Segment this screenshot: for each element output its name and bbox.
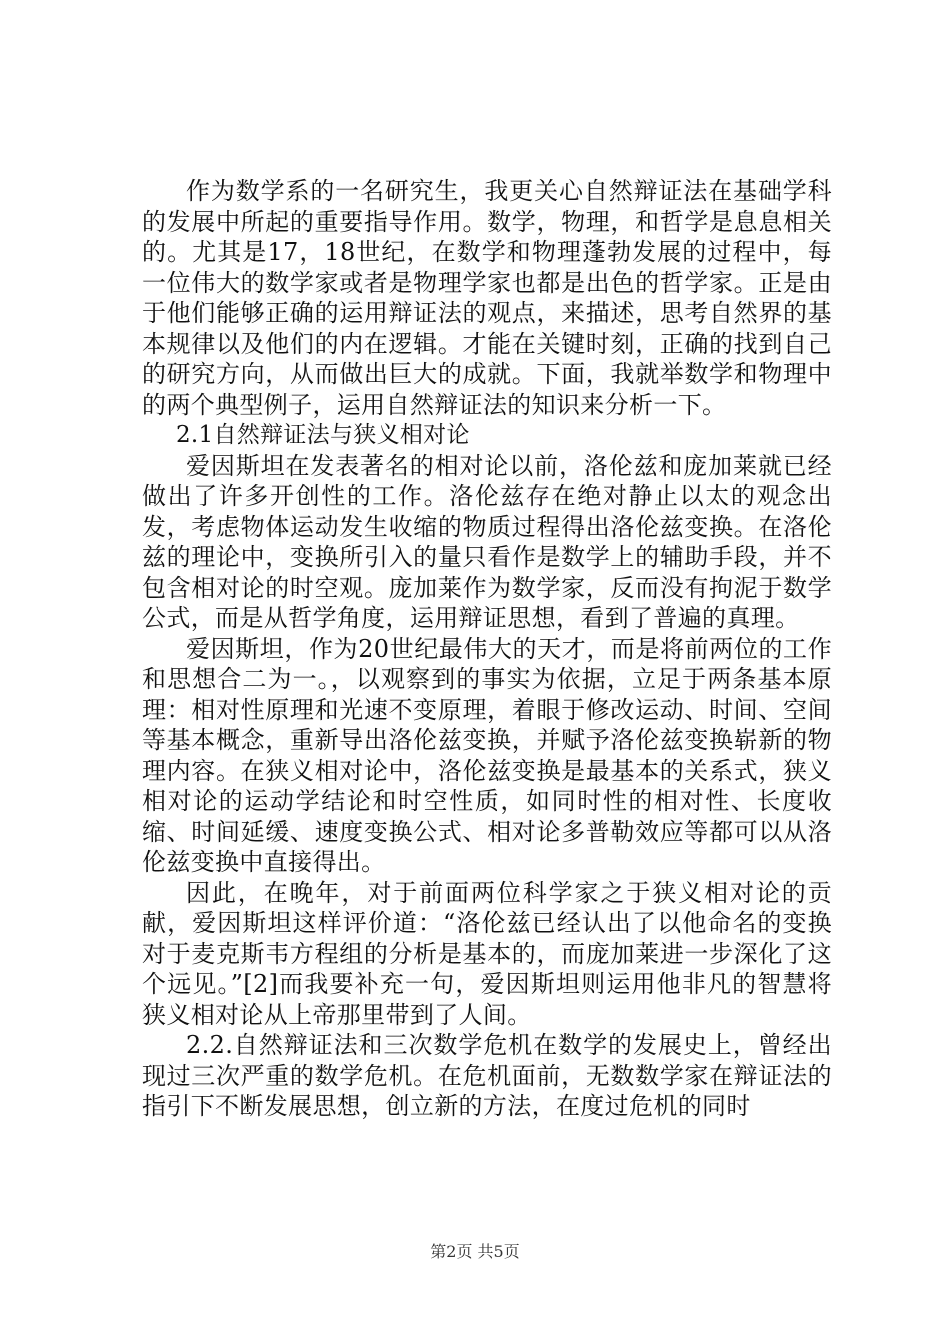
page-number-footer: 第2页 共5页 <box>430 1242 520 1261</box>
paragraph-lorentz-poincare: 爱因斯坦在发表著名的相对论以前，洛伦兹和庞加莱就已经做出了许多开创性的工作。洛伦兹存在绝对静止以太的观念出发，考虑物体运动发生收缩的物质过程得出洛伦兹变换。在洛伦兹的理论中，变换所引入的量只看作是数学上的辅助手段，并不包含相对论的时空观。庞加莱作为数学家，反而没有拘泥于数学公式，而是从哲学角度，运用辩证思想，看到了普遍的真理。 <box>142 451 832 632</box>
paragraph-einstein: 爱因斯坦，作为20世纪最伟大的天才，而是将前两位的工作和思想合二为一。，以观察到的事实为依据，立足于两条基本原理：相对性原理和光速不变原理，着眼于修改运动、时间、空间等基本概念，重新导出洛伦兹变换，并赋予洛伦兹变换崭新的物理内容。在狭义相对论中，洛伦兹变换是最基本的关系式，狭义相对论的运动学结论和时空性质，如同时性的相对性、长度收缩、时间延缓、速度变换公式、相对论多普勒效应等都可以从洛伦兹变换中直接得出。 <box>142 634 832 876</box>
paragraph-evaluation: 因此，在晚年，对于前面两位科学家之于狭义相对论的贡献，爱因斯坦这样评价道：“洛伦兹已经认出了以他命名的变换对于麦克斯韦方程组的分析是基本的，而庞加莱进一步深化了这个远见。”[2]而我要补充一句，爱因斯坦则运用他非凡的智慧将狭义相对论从上帝那里带到了人间。 <box>142 878 832 1029</box>
document-body <box>142 176 832 1122</box>
section-heading-2-1: 2.1自然辩证法与狭义相对论 <box>176 422 470 448</box>
paragraph-intro: 作为数学系的一名研究生，我更关心自然辩证法在基础学科的发展中所起的重要指导作用。数学，物理，和哲学是息息相关的。尤其是17，18世纪，在数学和物理蓬勃发展的过程中，每一位伟大的数学家或者是物理学家也都是出色的哲学家。正是由于他们能够正确的运用辩证法的观点，来描述，思考自然界的基本规律以及他们的内在逻辑。才能在关键时刻，正确的找到自己的研究方向，从而做出巨大的成就。下面，我就举数学和物理中的两个典型例子，运用自然辩证法的知识来分析一下。 <box>142 177 832 419</box>
paragraph-math-crisis: 2.2.自然辩证法和三次数学危机在数学的发展史上，曾经出现过三次严重的数学危机。在危机面前，无数数学家在辩证法的指引下不断发展思想，创立新的方法，在度过危机的同时 <box>142 1031 832 1120</box>
